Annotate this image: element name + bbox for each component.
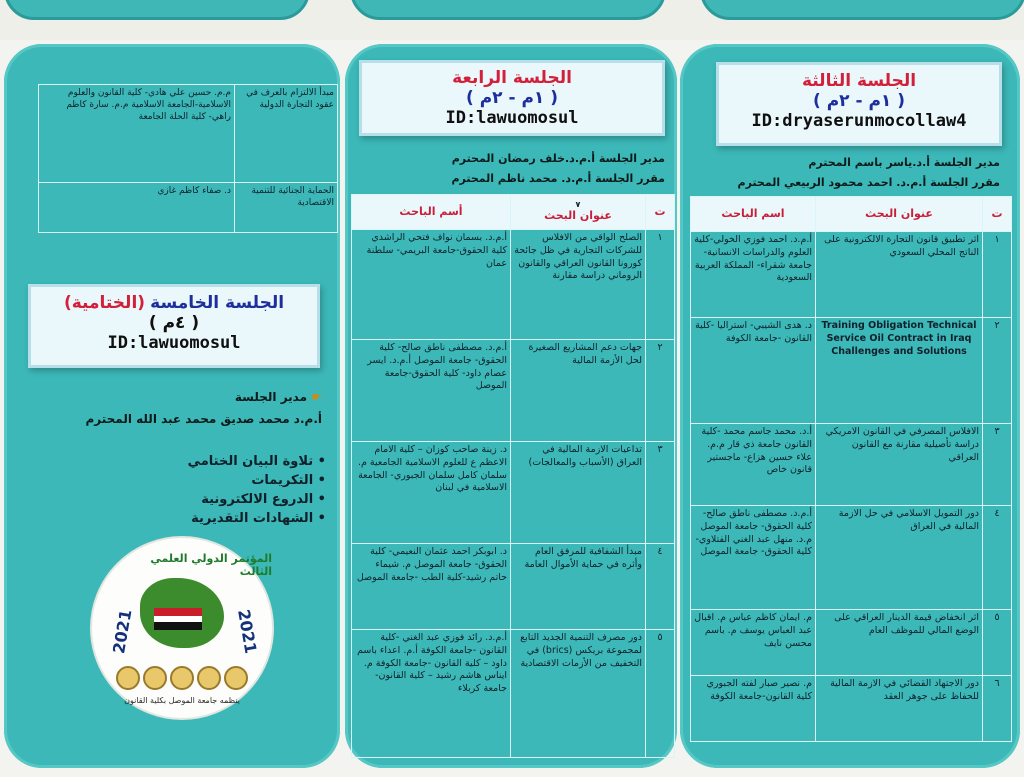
row-num: ٣ — [983, 424, 1012, 506]
row-researcher: أ.م.د. رائد فوزي عبد الغني -كلية القانون -جامعة الكوفة أ.م. اعداء باسم داود – كلية القانون -جامعة الكوفة م. ايناس هاشم رشيد – كلية القانون- جامعة كربلاء — [352, 630, 511, 758]
row-num: ٦ — [983, 676, 1012, 742]
continuation-table — [38, 84, 338, 233]
row-num: ٤ — [983, 506, 1012, 610]
session4-title: الجلسة الرابعة — [452, 68, 572, 88]
session5-manager-label — [235, 390, 322, 404]
row-num: ٥ — [646, 630, 675, 758]
header-num: ت — [646, 195, 675, 230]
row-title: مبدأ الشفافية للمرفق العام وأثره في حماية الأموال العامة — [511, 544, 646, 630]
list-item: • التكريمات — [188, 473, 326, 488]
top-tab-middle — [350, 0, 666, 20]
emblem-icon — [170, 666, 194, 690]
session3-chair: مدير الجلسة أ.د.ياسر باسم المحترم — [808, 156, 1000, 169]
session4-table — [351, 194, 675, 758]
table-row — [691, 232, 1012, 318]
conference-logo — [90, 536, 274, 720]
table-header-row — [691, 197, 1012, 232]
top-tab-right — [700, 0, 1024, 20]
row-researcher: أ.م.د. مصطفى ناطق صالح- كلية الحقوق- جامعة الموصل أ.م.د. ايسر عصام داود- كلية الحقوق-جامعة الموصل — [352, 340, 511, 442]
row-num: ٢ — [983, 318, 1012, 424]
list-item: • الشهادات التقديرية — [188, 511, 326, 526]
session4-rapporteur: مقرر الجلسة أ.م.د. محمد ناظم المحترم — [451, 172, 665, 185]
row-title: تداعيات الازمة المالية في العراق (الأسباب والمعالجات) — [511, 442, 646, 544]
table-row — [39, 85, 338, 183]
row-researcher: د. زينة صاحب كوزان – كلية الامام الاعظم ع للعلوم الاسلامية الجامعية م. سلمان كامل سلمان الجبوري- الجامعة الاسلامية في لبنان — [352, 442, 511, 544]
table-row — [691, 424, 1012, 506]
session5-panel — [4, 44, 340, 768]
table-row — [352, 340, 675, 442]
list-item: • تلاوة البيان الختامي — [188, 454, 326, 469]
row-researcher: أ.م.د. مصطفى ناطق صالح- كلية الحقوق- جامعة الموصل م.د. منهل عبد الغني الفتلاوي- كلية الحقوق- جامعة الموصل — [691, 506, 816, 610]
session3-id: ID:dryaserunmocollaw4 — [751, 111, 967, 131]
session5-time: ( ٤م ) — [148, 313, 200, 333]
row-researcher: د. هدى الشيبي- استراليا -كلية القانون -جامعة الكوفة — [691, 318, 816, 424]
session4-title-box — [359, 60, 665, 136]
session4-panel — [345, 44, 677, 768]
row-researcher: د. صفاء كاظم غازي — [39, 183, 235, 233]
session5-items — [188, 450, 326, 530]
session5-title — [31, 293, 317, 313]
row-num: ٥ — [983, 610, 1012, 676]
session4-id: ID:lawuomosul — [445, 108, 579, 128]
row-num: ٤ — [646, 544, 675, 630]
table-header-row — [352, 195, 675, 230]
table-row — [352, 230, 675, 340]
session3-table — [690, 196, 1012, 742]
header-researcher: أسم الباحث — [352, 195, 511, 230]
table-row — [39, 183, 338, 233]
row-researcher: أ.م.د. احمد فوزي الخولي-كلية العلوم والدراسات الانسانية- جامعة شقراء- المملكة العربية السعودية — [691, 232, 816, 318]
hand-icon: ☛ — [311, 390, 322, 404]
row-title: دور مصرف التنمية الجديد التابع لمجموعة بريكس (brics) في التخفيف من الأزمات الاقتصادية — [511, 630, 646, 758]
header-title: عنوان البحث — [816, 197, 983, 232]
logo-arc-text: المؤتمر الدولي العلمي الثالث — [150, 552, 272, 578]
table-row — [352, 442, 675, 544]
header-mark: ٧ — [575, 199, 581, 209]
logo-emblems — [116, 666, 248, 690]
row-title: دور الاجتهاد القضائي في الازمة المالية للحفاظ على جوهر العقد — [816, 676, 983, 742]
row-title: الصلح الواقي من الافلاس للشركات التجارية في ظل جائحة كورونا القانون العراقي والقانون الروماني دراسة مقارنة — [511, 230, 646, 340]
session5-manager-name: أ.م.د محمد صديق محمد عبد الله المحترم — [85, 412, 322, 426]
row-researcher: أ.د. محمد جاسم محمد -كلية القانون جامعة ذي قار م.م. علاء حسين هزاع- ماجستير قانون خاص — [691, 424, 816, 506]
row-num: ٣ — [646, 442, 675, 544]
logo-bottom-text: ينظمه جامعة الموصل بكلية القانون — [124, 696, 240, 705]
session3-time: ( ١م - ٢م ) — [812, 91, 905, 111]
table-row — [352, 544, 675, 630]
row-researcher: م. ايمان كاظم عباس م. اقبال عبد العباس يوسف م. باسم محسن نايف — [691, 610, 816, 676]
session5-title-b: (الختامية) — [63, 293, 146, 313]
session3-title: الجلسة الثالثة — [801, 71, 917, 91]
header-researcher: اسم الباحث — [691, 197, 816, 232]
header-title-label: عنوان البحث — [544, 208, 612, 222]
row-researcher: أ.م.د. بسمان نواف فتحي الراشدي كلية الحقوق-جامعة البريمي- سلطنة عمان — [352, 230, 511, 340]
session5-id: ID:lawuomosul — [107, 333, 241, 353]
row-title: اثر تطبيق قانون التجارة الالكترونية على الناتج المحلي السعودي — [816, 232, 983, 318]
table-row — [691, 610, 1012, 676]
table-row — [691, 318, 1012, 424]
top-tab-left — [4, 0, 310, 20]
session3-title-box — [716, 62, 1002, 146]
row-researcher: د. ابوبكر احمد عثمان النعيمي- كلية الحقوق- جامعة الموصل م. شيماء حاتم رشيد-كلية الطب -جامعة الموصل — [352, 544, 511, 630]
row-title: الافلاس المصرفي في القانون الامريكي دراسة تأصيلية مقارنة مع القانون العراقي — [816, 424, 983, 506]
emblem-icon — [116, 666, 140, 690]
row-num: ٢ — [646, 340, 675, 442]
session3-panel — [680, 44, 1020, 768]
row-title: مبدأ الالتزام بالعرف في عقود التجارة الدولية — [235, 85, 338, 183]
session3-rapporteur: مقرر الجلسة أ.م.د. احمد محمود الربيعي المحترم — [737, 176, 1000, 189]
flag-icon-red — [154, 608, 202, 616]
row-researcher: م.م. حسين علي هادي- كلية القانون والعلوم الاسلامية-الجامعة الاسلامية م.م. سارة كاظم راهي- كلية الحلة الجامعة — [39, 85, 235, 183]
row-num: ١ — [983, 232, 1012, 318]
row-title: Training Obligation Technical Service Oil Contract in Iraq Challenges and Solutions — [816, 318, 983, 424]
list-item: • الدروع الالكترونية — [188, 492, 326, 507]
row-title: الحماية الجنائية للتنمية الاقتصادية — [235, 183, 338, 233]
row-num: ١ — [646, 230, 675, 340]
session5-title-box — [28, 284, 320, 368]
row-title: دور التمويل الاسلامي في حل الازمة المالية في العراق — [816, 506, 983, 610]
emblem-icon — [224, 666, 248, 690]
manager-label-text: مدير الجلسة — [234, 390, 308, 404]
flag-icon-black — [154, 622, 202, 630]
emblem-icon — [143, 666, 167, 690]
logo-year-left: 2021 — [109, 607, 136, 656]
row-title: جهات دعم المشاريع الصغيرة لحل الأزمة المالية — [511, 340, 646, 442]
logo-year-right: 2021 — [234, 607, 261, 656]
session4-chair: مدير الجلسة أ.م.د.خلف رمضان المحترم — [451, 152, 665, 165]
table-row — [352, 630, 675, 758]
session5-title-a: الجلسة الخامسة — [150, 293, 285, 313]
table-row — [691, 506, 1012, 610]
header-num: ت — [983, 197, 1012, 232]
emblem-icon — [197, 666, 221, 690]
row-researcher: م. نصير صبار لفته الجبوري كلية القانون-جامعة الكوفة — [691, 676, 816, 742]
header-title — [511, 195, 646, 230]
table-row — [691, 676, 1012, 742]
row-title: اثر انخفاض قيمة الدينار العراقي على الوضع المالي للموظف العام — [816, 610, 983, 676]
session4-time: ( ١م - ٢م ) — [465, 88, 558, 108]
